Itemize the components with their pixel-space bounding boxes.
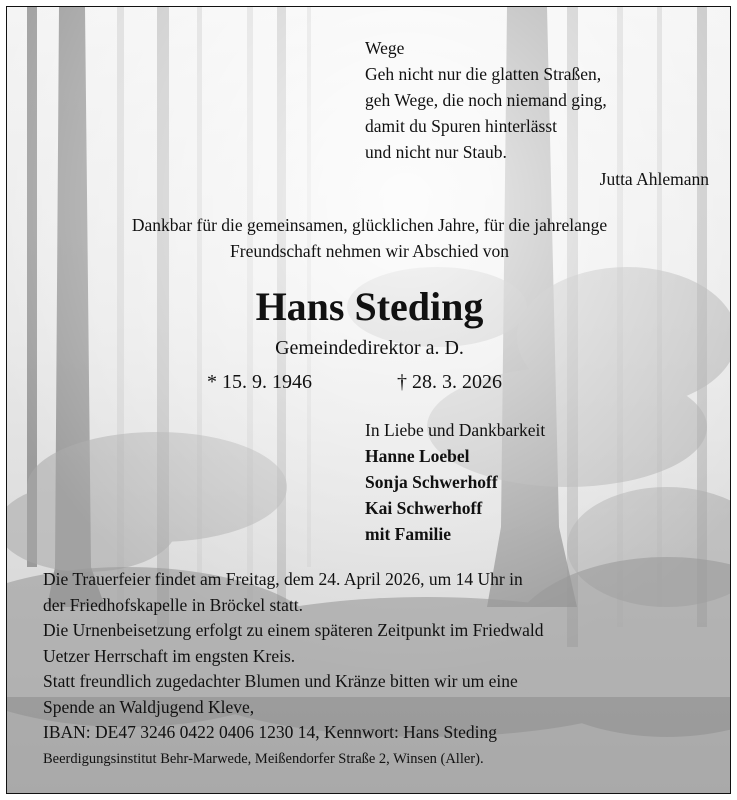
poem-author: Jutta Ahlemann xyxy=(599,169,709,189)
mourner-name: Sonja Schwerhoff xyxy=(365,472,498,492)
poem-line: geh Wege, die noch niemand ging, xyxy=(365,90,607,110)
details-line: Die Trauerfeier findet am Freitag, dem 24. April 2026, um 14 Uhr in xyxy=(43,569,523,589)
poem xyxy=(365,35,607,165)
deceased-name: Hans Steding xyxy=(255,284,484,329)
intro-line: Dankbar für die gemeinsamen, glücklichen Jahre, für die jahrelange xyxy=(131,215,608,235)
obituary-notice xyxy=(6,6,731,794)
intro-text xyxy=(7,212,731,264)
mourners-block xyxy=(365,417,545,547)
service-details xyxy=(43,567,544,746)
details-line: der Friedhofskapelle in Bröckel statt. xyxy=(43,594,303,615)
details-line: IBAN: DE47 3246 0422 0406 1230 14, Kennwort: Hans Steding xyxy=(43,722,498,742)
details-line: Uetzer Herrschaft im engsten Kreis. xyxy=(43,645,296,666)
poem-line: und nicht nur Staub. xyxy=(365,142,507,162)
undertaker-info: Beerdigungsinstitut Behr-Marwede, Meißendorfer Straße 2, Winsen (Aller). xyxy=(43,751,484,767)
mourner-name: Hanne Loebel xyxy=(365,446,470,466)
poem-line: Geh nicht nur die glatten Straßen, xyxy=(365,64,602,84)
poem-line: damit du Spuren hinterlässt xyxy=(365,116,557,136)
mourner-name: Kai Schwerhoff xyxy=(365,498,483,518)
deceased-title: Gemeindedirektor a. D. xyxy=(275,337,464,359)
death-date: † 28. 3. 2026 xyxy=(397,371,502,393)
details-line: Spende an Waldjugend Kleve, xyxy=(43,696,255,717)
poem-title: Wege xyxy=(365,38,405,58)
mourners-heading: In Liebe und Dankbarkeit xyxy=(365,420,546,440)
birth-date: * 15. 9. 1946 xyxy=(207,371,312,393)
intro-line: Freundschaft nehmen wir Abschied von xyxy=(230,241,509,261)
details-line: Statt freundlich zugedachter Blumen und Kränze bitten wir um eine xyxy=(43,671,518,691)
mourner-name: mit Familie xyxy=(365,524,452,544)
details-line: Die Urnenbeisetzung erfolgt zu einem späteren Zeitpunkt im Friedwald xyxy=(43,620,544,640)
